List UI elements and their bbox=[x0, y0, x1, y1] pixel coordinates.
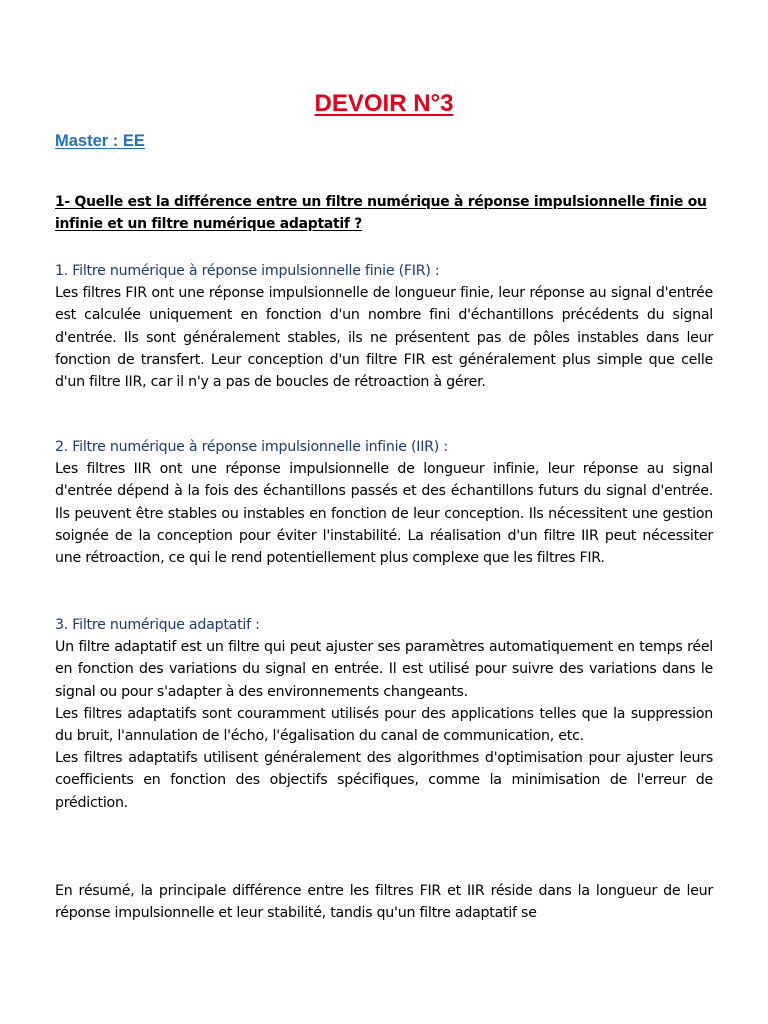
section-paragraph: Un filtre adaptatif est un filtre qui peut ajuster ses paramètres automatiquement en temps réel en fonction des variations du signal en entrée. Il est utilisé pour suivre des variations dans le signal ou pour s'adapter à des environnements changeants. bbox=[55, 639, 713, 700]
section-paragraph: Les filtres adaptatifs utilisent généralement des algorithmes d'optimisation pour ajuster leurs coefficients en fonction des objectifs spécifiques, comme la minimisation de l'erreur de prédiction. bbox=[55, 750, 713, 811]
section-heading-adaptive: 3. Filtre numérique adaptatif : bbox=[55, 617, 260, 633]
section-iir bbox=[55, 436, 713, 569]
summary-section bbox=[55, 880, 713, 924]
master-label: Master : EE bbox=[55, 132, 145, 150]
section-adaptive bbox=[55, 614, 713, 814]
summary-paragraph: En résumé, la principale différence entre les filtres FIR et IIR réside dans la longueur de leur réponse impulsionnelle et leur stabilité, tandis qu'un filtre adaptatif se bbox=[55, 883, 713, 922]
section-paragraph: Les filtres adaptatifs sont couramment utilisés pour des applications telles que la suppression du bruit, l'annulation de l'écho, l'égalisation du canal de communication, etc. bbox=[55, 705, 713, 745]
section-heading-iir: 2. Filtre numérique à réponse impulsionnelle infinie (IIR) : bbox=[55, 439, 448, 455]
section-heading-fir: 1. Filtre numérique à réponse impulsionnelle finie (FIR) : bbox=[55, 263, 440, 279]
section-paragraph: Les filtres IIR ont une réponse impulsionnelle de longueur infinie, leur réponse au signal d'entrée dépend à la fois des échantillons passés et des échantillons futurs du signal d'entrée. Ils peuvent être stables ou instables en fonction de leur conception. Ils nécessitent une gestion soignée de la conception pour éviter l'instabilité. La réalisation d'un filtre IIR peut nécessiter une rétroaction, ce qui le rend potentiellement plus complexe que les filtres FIR. bbox=[55, 461, 713, 567]
document-title: DEVOIR N°3 bbox=[314, 90, 454, 117]
section-paragraph: Les filtres FIR ont une réponse impulsionnelle de longueur finie, leur réponse au signal d'entrée est calculée uniquement en fonction d'un nombre fini d'échantillons précédents du signal d'entrée. Ils sont généralement stables, ils ne présentent pas de pôles instables dans leur fonction de transfert. Leur conception d'un filtre FIR est généralement plus simple que celle d'un filtre IIR, car il n'y a pas de boucles de rétroaction à gérer. bbox=[55, 285, 713, 391]
section-fir bbox=[55, 260, 713, 393]
question-text: 1- Quelle est la différence entre un filtre numérique à réponse impulsionnelle finie ou infinie et un filtre numérique adaptatif ? bbox=[55, 194, 707, 233]
